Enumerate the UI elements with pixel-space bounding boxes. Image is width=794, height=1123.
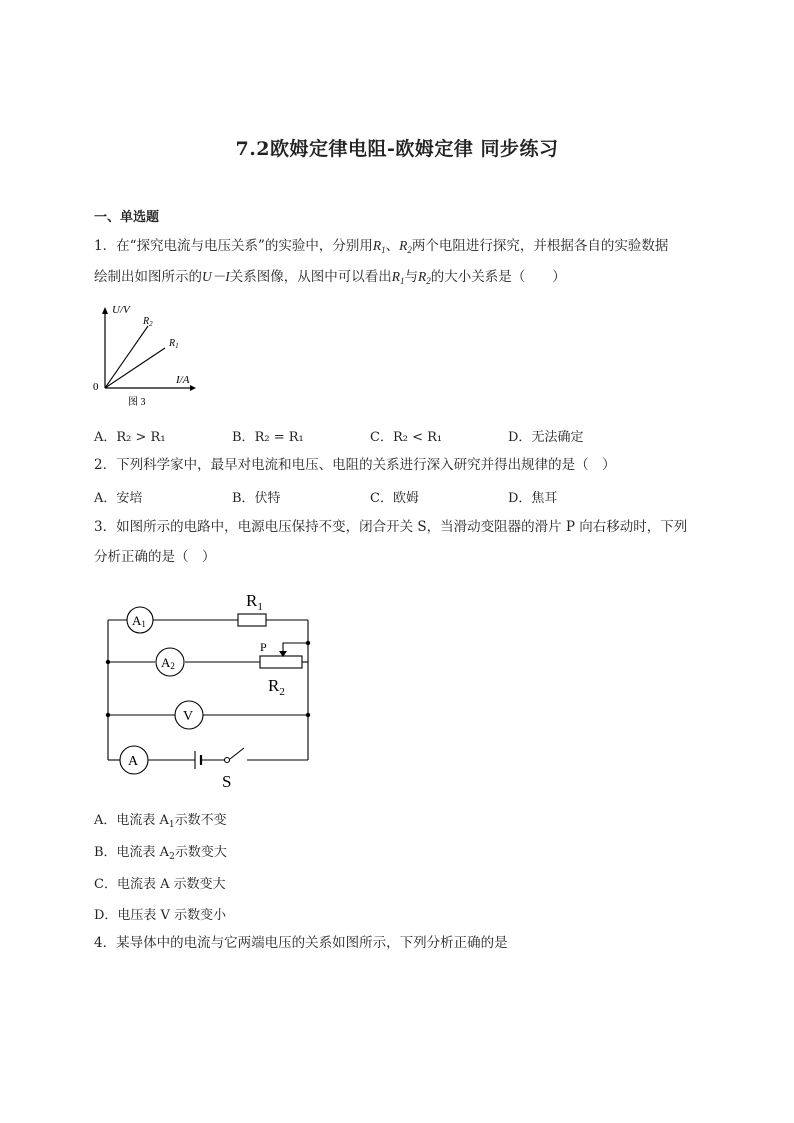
figure-caption: 图 3 (128, 397, 146, 408)
r2-graph-label: $R_2$ (143, 316, 153, 328)
q2-option-c[interactable]: C．欧姆 (370, 491, 419, 506)
q3-circuit-diagram (100, 585, 325, 795)
y-axis-label: U/V (112, 304, 130, 316)
r1-graph-label: $R_1$ (169, 338, 179, 350)
q3-option-c[interactable]: C．电流表 A 示数变大 (94, 877, 226, 892)
q1-ui-graph (90, 300, 210, 412)
switch-s-label: S (222, 772, 232, 791)
v-label: V (183, 709, 194, 724)
slider-p-label: P (260, 640, 267, 654)
q3-option-d[interactable]: D．电压表 V 示数变小 (94, 908, 227, 923)
r1-label: $R_1$ (246, 591, 263, 613)
r2-label: $R_2$ (268, 676, 285, 698)
origin-label: 0 (93, 381, 99, 393)
switch-contact (225, 758, 230, 763)
q3-option-b[interactable]: B．电流表 $A_2$示数变大 (94, 845, 227, 862)
junction-dot (106, 660, 110, 664)
junction-dot (106, 713, 110, 717)
q1-stem-line2: 绘制出如图所示的U－I关系图像，从图中可以看出$R_1$与$R_2$的大小关系是（ ） (94, 269, 566, 286)
q1-option-c[interactable]: C．R₂ < R₁ (370, 430, 443, 445)
r1-resistor (238, 614, 266, 626)
q1-option-a[interactable]: A．R₂ > R₁ (94, 430, 166, 445)
q3-stem-line2: 分析正确的是（ ） (94, 549, 216, 565)
q3-stem-line1: 3．如图所示的电路中，电源电压保持不变，闭合开关 S，当滑动变阻器的滑片 P 向右移动时，下列 (94, 519, 688, 535)
q1-option-b[interactable]: B．R₂ = R₁ (232, 430, 304, 445)
page-title: 7.2欧姆定律电阻-欧姆定律 同步练习 (235, 138, 559, 160)
a2-label: A2 (161, 655, 175, 671)
r1-graph-line (105, 348, 165, 388)
q1-ui-label: U－I (202, 269, 230, 284)
junction-dot (306, 713, 310, 717)
q1-r2-symbol: $R_2$ (399, 238, 412, 255)
q3-option-a[interactable]: A．电流表 $A_1$示数不变 (94, 813, 227, 830)
q1-stem-line1: 1．在“探究电流与电压关系”的实验中，分别用$R_1$、$R_2$两个电阻进行探究，并根据各自的实验数据 (94, 238, 669, 255)
switch-lever (230, 748, 244, 759)
r2-rheostat (260, 656, 302, 668)
q2-option-d[interactable]: D．焦耳 (508, 491, 558, 506)
q2-option-a[interactable]: A．安培 (94, 491, 143, 506)
junction-dot (306, 641, 310, 645)
q2-stem: 2．下列科学家中，最早对电流和电压、电阻的关系进行深入研究并得出规律的是（ ） (94, 457, 616, 473)
q1-r1-symbol: $R_1$ (372, 238, 386, 255)
q1-option-d[interactable]: D．无法确定 (508, 430, 584, 445)
q2-option-b[interactable]: B．伏特 (232, 491, 281, 506)
a-label: A (128, 754, 139, 769)
section-heading: 一、单选题 (94, 210, 160, 225)
x-axis-arrow (190, 385, 196, 391)
y-axis-arrow (102, 307, 108, 314)
a1-label: A1 (132, 613, 146, 629)
q4-stem: 4．某导体中的电流与它两端电压的关系如图所示，下列分析正确的是 (94, 935, 508, 951)
x-axis-label: I/A (176, 374, 190, 386)
r2-graph-line (105, 326, 148, 388)
